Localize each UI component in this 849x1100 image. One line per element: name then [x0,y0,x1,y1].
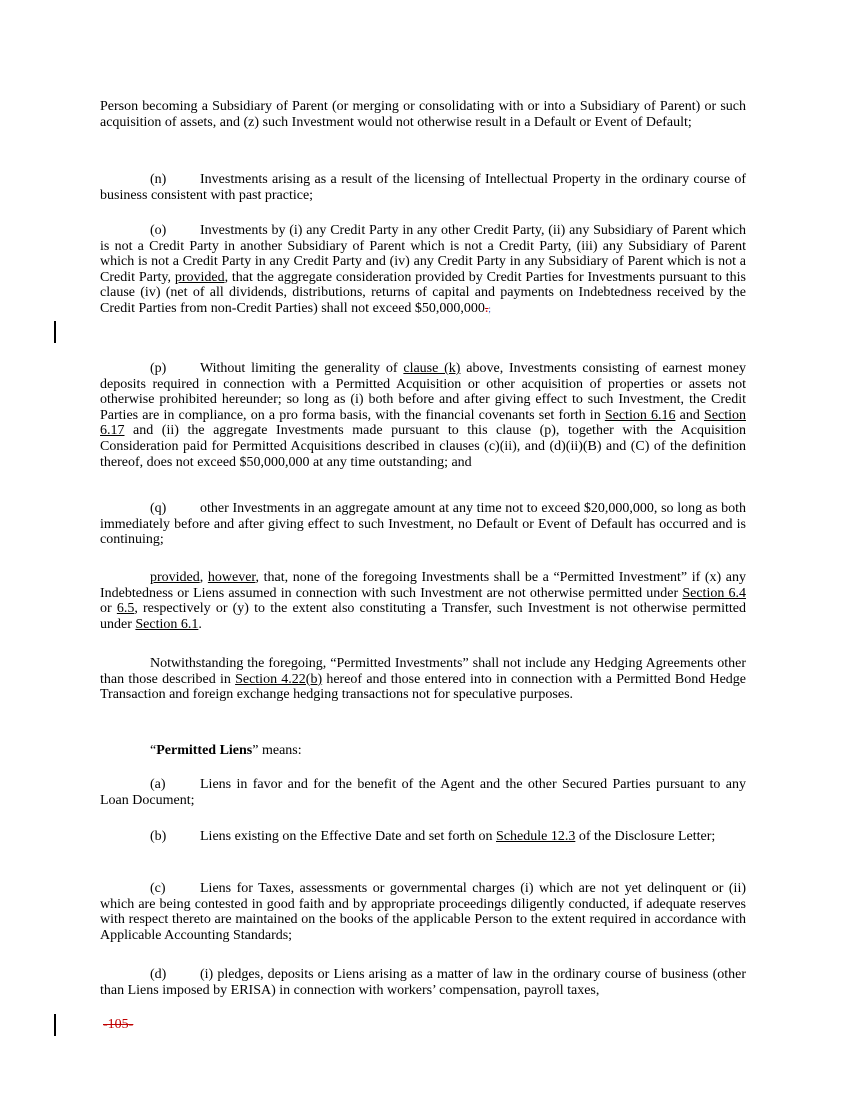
clause-p: (p) Without limiting the generality of clause (k) above, Investments consisting of earnest money deposits required in connection with a Permitted Acquisition or other acquisition of properties or assets not otherwise prohibited hereunder; so long as (i) both before and after giving effect to such Investment, the Credit Parties are in compliance, on a pro forma basis, with the financial covenants set forth in Section 6.16 and Section 6.17 and (ii) the aggregate Investments made pursuant to this clause (p), together with the Acquisition Consideration paid for Permitted Acquisitions described in clauses (c)(ii), and (d)(ii)(B) and (C) of the definition thereof, does not exceed $50,000,000 at any time outstanding; and [100,361,746,470]
clause-number: (b) [150,829,167,844]
clause-c: (c) Liens for Taxes, assessments or governmental charges (i) which are not yet delinquent or (ii) which are being contested in good faith and by appropriate proceedings diligently conducted, if adequate reserves with respect thereto are maintained on the books of the applicable Person to the extent required in accordance with Applicable Accounting Standards; [100,881,746,943]
section-reference: clause (k) [403,361,461,376]
clause-number: (d) [150,967,167,982]
clause-o: (o) Investments by (i) any Credit Party in any other Credit Party, (ii) any Subsidiary of Parent which is not a Credit Party in another Subsidiary of Parent which is not a Credit Party, (iii) any Subsidiary of Parent which is not a Credit Party in any Credit Party and (iv) any Credit Party in any Subsidiary of Parent which is not a Credit Party, provided, that the aggregate consideration provided by Credit Parties for Investments pursuant to this clause (iv) (net of all dividends, distributions, returns of capital and payments on Indebtedness received by the Credit Parties from non-Credit Parties) shall not exceed $50,000,000.; [100,223,746,316]
clause-a: (a) Liens in favor and for the benefit of the Agent and the other Secured Parties pursuant to any Loan Document; [100,777,746,808]
page-number: -105- [103,1017,134,1032]
clause-number: (n) [150,172,167,187]
section-reference: 6.5 [116,601,135,617]
clause-number: (o) [150,223,167,238]
notwithstanding-paragraph: Notwithstanding the foregoing, “Permitted Investments” shall not include any Hedging Agreements other than those described in Section 4.22(b) hereof and those entered into in connection with a Permitted Bond Hedge Transaction and foreign exchange hedging transactions not for speculative purposes. [100,656,746,703]
section-reference: Schedule 12.3 [496,829,576,844]
clause-q: (q) other Investments in an aggregate amount at any time not to exceed $20,000,000, so long as both immediately before and after giving effect to such Investment, no Default or Event of Default has occurred and is continuing; [100,501,746,548]
clause-number: (a) [150,777,166,792]
clause-number: (p) [150,361,167,376]
change-bar [54,321,56,343]
change-bar [54,1014,56,1036]
clause-n: (n) Investments arising as a result of the licensing of Intellectual Property in the ordinary course of business consistent with past practice; [100,172,746,203]
permitted-liens-heading: “Permitted Liens” means: [150,743,302,758]
inserted-text: ; [488,303,491,314]
section-reference: Section 6.16 [604,407,676,423]
defined-term-link: provided [174,269,225,285]
clause-number: (q) [150,501,167,516]
clause-b: (b) Liens existing on the Effective Date and set forth on Schedule 12.3 of the Disclosure Letter; [150,829,716,844]
proviso-paragraph: provided, however, that, none of the foregoing Investments shall be a “Permitted Investment” if (x) any Indebtedness or Liens assumed in connection with such Investment are not otherwise permitted under Section 6.4 or 6.5, respectively or (y) to the extent also constituting a Transfer, such Investment is not otherwise permitted under Section 6.1. [100,570,746,632]
paragraph-continuation: Person becoming a Subsidiary of Parent (or merging or consolidating with or into a Subsidiary of Parent) or such acquisition of assets, and (z) such Investment would not otherwise result in a Default or Event of Default; [100,99,746,130]
defined-term: Permitted Liens [156,743,253,758]
section-reference: Section 6.4 [682,585,746,601]
section-reference: Section 6.17 [100,407,746,439]
clause-d: (d) (i) pledges, deposits or Liens arising as a matter of law in the ordinary course of business (other than Liens imposed by ERISA) in connection with workers’ compensation, payroll taxes, [100,967,746,998]
clause-number: (c) [150,881,166,896]
deleted-text: . [484,300,489,316]
section-reference: Section 6.1 [135,616,199,632]
section-reference: Section 4.22(b) [235,671,323,687]
